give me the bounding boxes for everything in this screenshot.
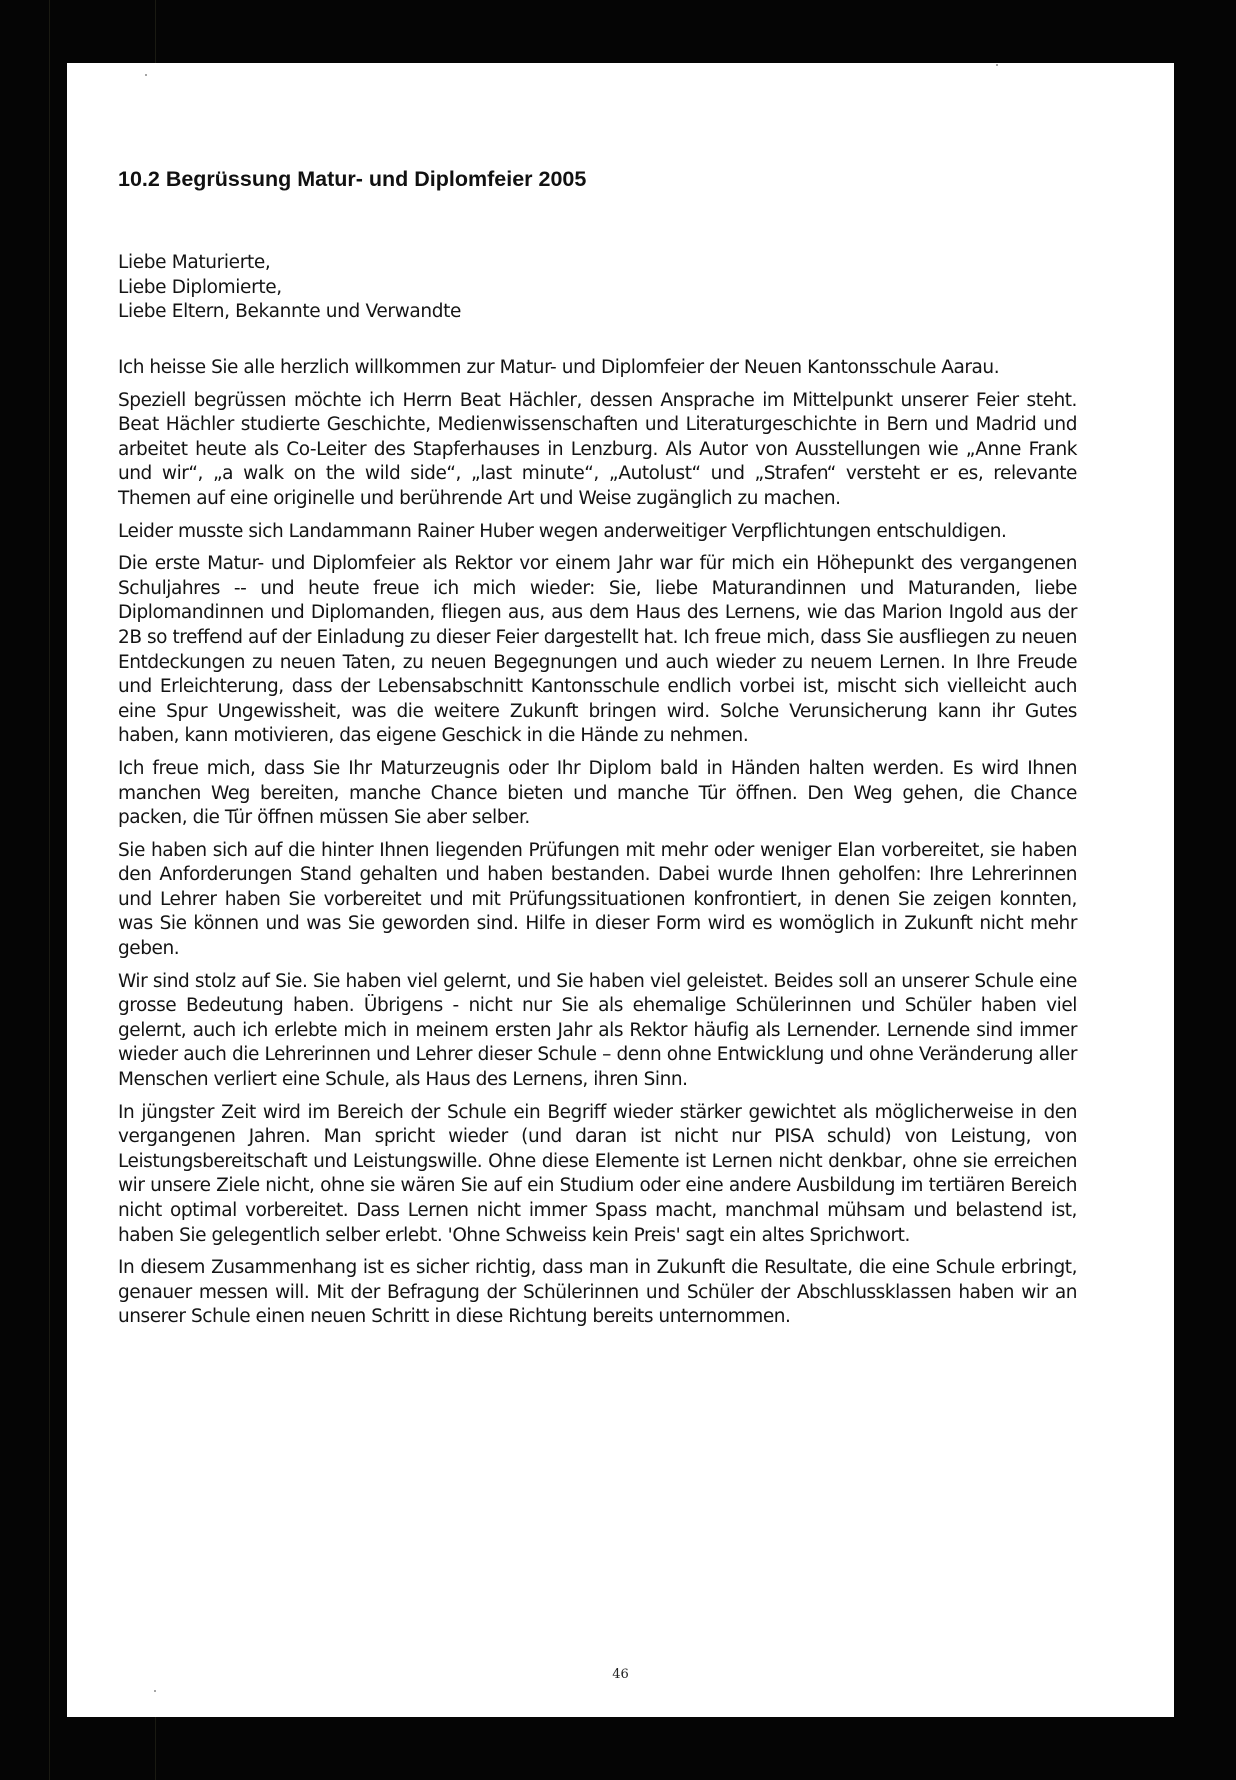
paragraph-exams: Sie haben sich auf die hinter Ihnen liegenden Prüfungen mit mehr oder weniger Elan vorbereitet, sie haben den Anforderungen Stand gehalten und haben bestanden. Dabei wurde Ihnen geholfen: Ihre Lehrerinnen und Lehrer haben Sie vorbereitet und mit Prüfungssituationen konfrontiert, in denen Sie zeigen konnten, was Sie können und was Sie geworden sind. Hilfe in dieser Form wird es womöglich in Zukunft nicht mehr geben. bbox=[118, 839, 1077, 960]
paragraph-graduation: Die erste Matur- und Diplomfeier als Rektor vor einem Jahr war für mich ein Höhepunkt des vergangenen Schuljahres -- und heute freue ich mich wieder: Sie, liebe Maturandinnen und Maturanden, liebe Diplomandinnen und Diplomanden, fliegen aus, aus dem Haus des Lernens, wie das Marion Ingold aus der 2B so treffend auf der Einladung zu dieser Feier dargestellt hat. Ich freue mich, dass Sie ausfliegen zu neuen Entdeckungen zu neuen Taten, zu neuen Begegnungen und auch wieder zu neuem Lernen. In Ihre Freude und Erleichterung, dass der Lebensabschnitt Kantonsschule endlich vorbei ist, mischt sich vielleicht auch eine Spur Ungewissheit, was die weitere Zukunft bringen wird. Solche Verunsicherung kann ihr Gutes haben, kann motivieren, das eigene Geschick in die Hände zu nehmen. bbox=[118, 553, 1077, 747]
salutation-line: Liebe Diplomierte, bbox=[118, 276, 282, 298]
salutation-line: Liebe Eltern, Bekannte und Verwandte bbox=[118, 301, 462, 322]
scan-speck bbox=[154, 1690, 156, 1692]
salutation-block bbox=[118, 251, 1077, 325]
paragraph-measurement: In diesem Zusammenhang ist es sicher richtig, dass man in Zukunft die Resultate, die eine Schule erbringt, genauer messen will. Mit der Befragung der Schülerinnen und Schüler der Abschlussklassen haben wir an unserer Schule einen neuen Schritt in diese Richtung bereits unternommen. bbox=[118, 1257, 1077, 1328]
paragraph-diploma: Ich freue mich, dass Sie Ihr Maturzeugnis oder Ihr Diplom bald in Händen halten werden. Es wird Ihnen manchen Weg bereiten, manche Chance bieten und manche Tür öffnen. Den Weg gehen, die Chance packen, die Tür öffnen müssen Sie aber selber. bbox=[118, 757, 1077, 829]
scan-speck bbox=[996, 64, 998, 66]
paragraph-guest-speaker: Speziell begrüssen möchte ich Herrn Beat Hächler, dessen Ansprache im Mittelpunkt unserer Feier steht. Beat Hächler studierte Geschichte, Medienwissenschaften und Literaturgeschichte in Bern und Madrid und arbeitet heute als Co-Leiter des Stapferhauses in Lenzburg. Als Autor von Ausstellungen wie „Anne Frank und wir“, „a walk on the wild side“, „last minute“, „Autolust“ und „Strafen“ versteht er es, relevante Themen auf eine originelle und berührende Art und Weise zugänglich zu machen. bbox=[118, 389, 1077, 509]
paragraph-performance: In jüngster Zeit wird im Bereich der Schule ein Begriff wieder stärker gewichtet als möglicherweise in den vergangenen Jahren. Man spricht wieder (und daran ist nicht nur PISA schuld) von Leistung, von Leistungsbereitschaft und Leistungswille. Ohne diese Elemente ist Lernen nicht denkbar, ohne sie erreichen wir unsere Ziele nicht, ohne sie wären Sie auf ein Studium oder eine andere Ausbildung im tertiären Bereich nicht optimal vorbereitet. Dass Lernen nicht immer Spass macht, manchmal mühsam und belastend ist, haben Sie gelegentlich selber erlebt. 'Ohne Schweiss kein Preis' sagt ein altes Sprichwort. bbox=[118, 1101, 1077, 1246]
scan-artifact-line bbox=[49, 0, 50, 1780]
page-number: 46 bbox=[612, 1667, 629, 1682]
document-page bbox=[67, 63, 1174, 1717]
scan-speck bbox=[145, 74, 147, 76]
paragraph-apology: Leider musste sich Landammann Rainer Huber wegen anderweitiger Verpflichtungen entschuldigen. bbox=[118, 520, 1007, 542]
body-text bbox=[118, 356, 1077, 1338]
paragraph-welcome: Ich heisse Sie alle herzlich willkommen zur Matur- und Diplomfeier der Neuen Kantonsschule Aarau. bbox=[118, 357, 1000, 378]
paragraph-pride: Wir sind stolz auf Sie. Sie haben viel gelernt, und Sie haben viel geleistet. Beides soll an unserer Schule eine grosse Bedeutung haben. Übrigens - nicht nur Sie als ehemalige Schülerinnen und Schüler haben viel gelernt, auch ich erlebte mich in meinem ersten Jahr als Rektor häufig als Lernender. Lernende sind immer wieder auch die Lehrerinnen und Lehrer dieser Schule – denn ohne Entwicklung und ohne Veränderung aller Menschen verliert eine Schule, als Haus des Lernens, ihren Sinn. bbox=[118, 970, 1077, 1091]
section-heading: 10.2 Begrüssung Matur- und Diplomfeier 2005 bbox=[118, 167, 587, 191]
salutation-line: Liebe Maturierte, bbox=[118, 252, 271, 273]
